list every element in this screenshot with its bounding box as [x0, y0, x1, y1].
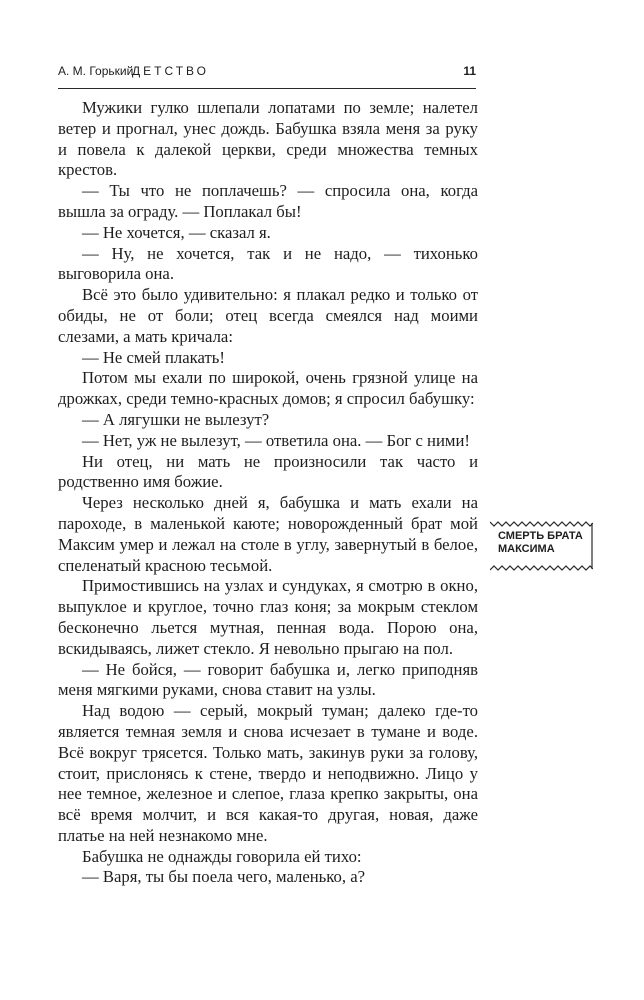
margin-note	[490, 520, 593, 572]
paragraph: Бабушка не однажды говорила ей тихо:	[82, 846, 362, 866]
paragraph: Над водою — серый, мокрый туман; далеко где-то является темная земля и снова исчезает в тумане и воде. Всё вокруг трясется. Только мать, закинув руки за голову, стоит, прислонясь к стене, твердо и неподвижно. Лицо у нее темное, железное и слепое, глаза крепко закрыты, она всё время молчит, и вся какая-то другая, новая, даже платье на ней незнакомо мне.	[58, 701, 478, 845]
paragraph: — Ты что не поплачешь? — спросила она, когда вышла за ограду. — Поплакал бы!	[58, 181, 478, 221]
paragraph: Ни отец, ни мать не произносили так часто и родственно имя божие.	[58, 451, 478, 492]
running-head-author: А. М. Горький	[58, 64, 134, 78]
paragraph: Примостившись на узлах и сундуках, я смотрю в окно, выпуклое и круглое, точно глаз коня; за мокрым стеклом бесконечно льется мутная, пенная вода. Порою она, вскидываясь, лижет стекло. Я невольно прыгаю на пол.	[58, 576, 478, 658]
paragraph: Через несколько дней я, бабушка и мать ехали на пароходе, в маленькой каюте; новорожденный брат мой Максим умер и лежал на столе в углу, завернутый в белое, спеленатый красною тесьмой.	[58, 493, 478, 575]
paragraph: — Варя, ты бы поела чего, маленько, а?	[82, 867, 366, 887]
sidenote-heading: СМЕРТЬ БРАТА МАКСИМА	[498, 530, 583, 555]
page-number: 11	[463, 64, 476, 78]
paragraph: Потом мы ехали по широкой, очень грязной улице на дрожках, среди темно-красных домов; я спросил бабушку:	[58, 368, 478, 409]
running-head	[58, 62, 476, 89]
paragraph: — Не хочется, — сказал я.	[82, 222, 271, 242]
running-head-title: ДЕТСТВО	[132, 64, 209, 78]
paragraph: — Не смей плакать!	[82, 347, 225, 367]
body-text	[58, 98, 478, 888]
paragraph: Всё это было удивительно: я плакал редко и только от обиды, не от боли; отец всегда смеялся над моими слезами, а мать кричала:	[58, 285, 478, 346]
paragraph: Мужики гулко шлепали лопатами по земле; налетел ветер и прогнал, унес дождь. Бабушка взяла меня за руку и повела к далекой церкви, среди множества темных крестов.	[58, 98, 478, 180]
paragraph: — Нет, уж не вылезут, — ответила она. — Бог с ними!	[82, 430, 470, 450]
paragraph: — А лягушки не вылезут?	[82, 409, 270, 429]
paragraph: — Не бойся, — говорит бабушка и, легко приподняв меня мягкими руками, снова ставит на узлы.	[58, 659, 478, 700]
paragraph: — Ну, не хочется, так и не надо, — тихонько выговорила она.	[58, 243, 478, 284]
